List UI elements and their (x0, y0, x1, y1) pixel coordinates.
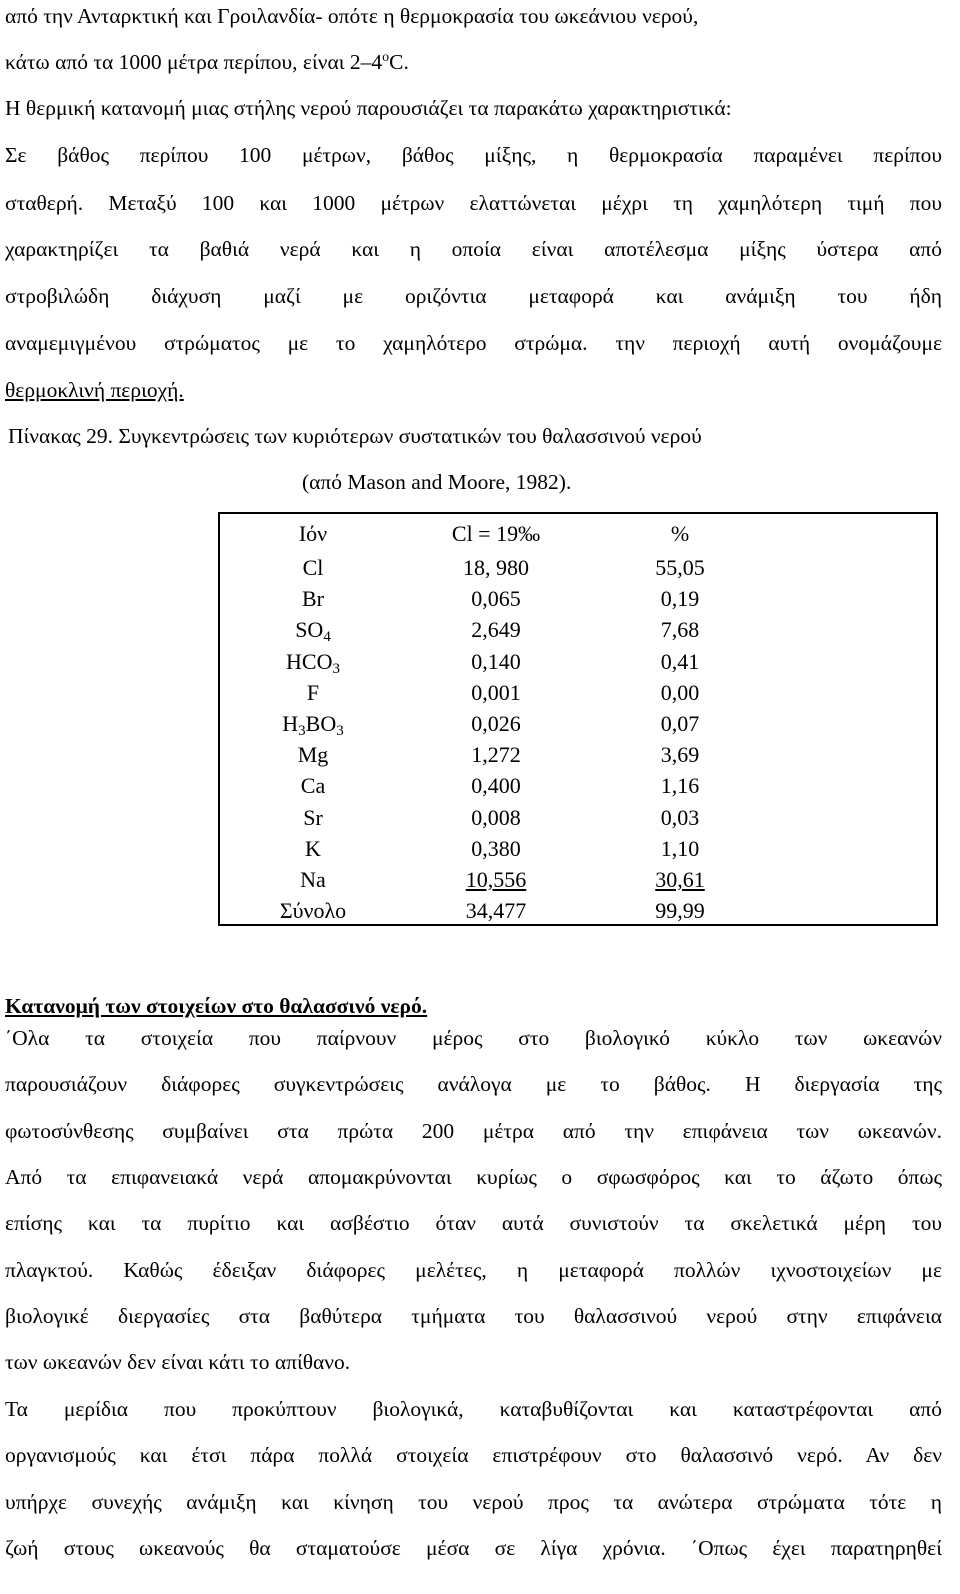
text-line: φωτοσύνθεσης συμβαίνει στα πρώτα 200 μέτρα από την επιφάνεια των ωκεανών. (5, 1119, 942, 1143)
table-cell-cl: 0,400 (471, 773, 521, 799)
text-line: Η θερμική κατανομή μιας στήλης νερού παρουσιάζει τα παρακάτω χαρακτηριστικά: (5, 96, 732, 120)
table-cell-percent: 30,61 (655, 867, 705, 892)
table-cell-cl: 0,026 (471, 711, 521, 736)
section-heading: Κατανομή των στοιχείων στο θαλασσινό νερό. (5, 994, 428, 1018)
text-line: αναμεμιγμένου στρώματος με το χαμηλότερο στρώμα. την περιοχή αυτή ονομάζουμε (5, 331, 942, 355)
text-line: επίσης και τα πυρίτιο και ασβέστιο όταν αυτά συνιστούν τα σκελετικά μέρη του (5, 1211, 942, 1235)
table-cell-percent: 99,99 (655, 898, 705, 924)
table-cell-ion: $H_3BO_3$ (282, 711, 344, 739)
table-cell-percent: 0,41 (660, 648, 700, 674)
table-cell-ion: $SO_4$ (295, 617, 331, 646)
table-cell-ion: F (306, 679, 320, 705)
table-cell-ion: K (305, 835, 321, 861)
text-line: παρουσιάζουν διάφορες συγκεντρώσεις ανάλογα με το βάθος. Η διεργασία της (5, 1072, 942, 1096)
text-line: σταθερή. Μεταξύ 100 και 1000 μέτρων ελαττώνεται μέχρι τη χαμηλότερη τιμή που (5, 191, 942, 215)
table-cell-ion: Na (300, 867, 326, 892)
text-line: χαρακτηρίζει τα βαθιά νερά και η οποία είναι αποτέλεσμα μίξης ύστερα από (5, 237, 942, 261)
table-cell-percent: 7,68 (660, 617, 700, 643)
table-caption-source: (από Mason and Moore, 1982). (302, 470, 572, 494)
table-cell-percent: 3,69 (660, 742, 700, 768)
table-cell-cl: 10,556 (465, 867, 527, 892)
text-line: των ωκεανών δεν είναι κάτι το απίθανο. (5, 1350, 351, 1374)
table-cell-percent: 0,07 (660, 711, 700, 736)
table-cell-ion: Br (302, 586, 324, 612)
table-caption: Πίνακας 29. Συγκεντρώσεις των κυριότερων συστατικών του θαλασσινού νερού (8, 424, 702, 448)
ion-concentration-table (218, 512, 938, 926)
table-cell-cl: 2,649 (471, 617, 521, 643)
table-cell-ion: Cl (302, 555, 324, 580)
table-cell-cl: 18, 980 (463, 555, 529, 580)
text-line: στροβιλώδη διάχυση μαζί με οριζόντια μεταφορά και ανάμιξη του ήδη (5, 284, 942, 308)
text-line: κάτω από τα 1000 μέτρα περίπου, είναι 2–4$^o$C. (5, 50, 409, 74)
text-line: Σε βάθος περίπου 100 μέτρων, βάθος μίξης, η θερμοκρασία παραμένει περίπου (5, 143, 942, 167)
table-cell-ion: Sr (303, 804, 323, 830)
text-line: θερμοκλινή περιοχή. (5, 378, 184, 402)
table-header-cell: Cl = 19‰ (451, 521, 541, 546)
text-line: ΄Ολα τα στοιχεία που παίρνουν μέρος στο βιολογικό κύκλο των ωκεανών (5, 1026, 942, 1050)
text-line: Από τα επιφανειακά νερά απομακρύνονται κυρίως ο σφωσφόρος και το άζωτο όπως (5, 1165, 942, 1189)
table-cell-ion: $HCO_3$ (286, 648, 340, 677)
table-cell-percent: 0,00 (660, 679, 700, 705)
text-line: Τα μερίδια που προκύπτουν βιολογικά, καταβυθίζονται και καταστρέφονται από (5, 1397, 942, 1421)
table-cell-cl: 34,477 (465, 898, 527, 924)
table-header-cell: Ιόν (298, 521, 328, 546)
table-cell-ion: Mg (297, 742, 329, 768)
table-cell-percent: 1,16 (660, 773, 700, 799)
table-cell-cl: 0,140 (471, 648, 521, 674)
table-cell-cl: 0,001 (471, 679, 521, 705)
table-cell-percent: 0,03 (660, 804, 700, 830)
text-line: υπήρχε συνεχής ανάμιξη και κίνηση του νερού προς τα ανώτερα στρώματα τότε η (5, 1490, 942, 1514)
table-cell-ion: Σύνολο (279, 898, 347, 924)
table-cell-percent: 55,05 (655, 555, 705, 580)
text-line: ζωή στους ωκεανούς θα σταματούσε μέσα σε λίγα χρόνια. ΄Οπως έχει παρατηρηθεί (5, 1536, 942, 1560)
table-cell-cl: 0,008 (471, 804, 521, 830)
table-cell-percent: 1,10 (660, 835, 700, 861)
table-cell-cl: 0,065 (471, 586, 521, 612)
text-line: βιολογικέ διεργασίες στα βαθύτερα τμήματα του θαλασσινού νερού στην επιφάνεια (5, 1304, 942, 1328)
text-line: από την Ανταρκτική και Γροιλανδία- οπότε η θερμοκρασία του ωκεάνιου νερού, (5, 4, 699, 28)
superscript: o (382, 50, 390, 65)
table-header-cell: % (670, 521, 690, 546)
text-line: οργανισμούς και έτσι πάρα πολλά στοιχεία επιστρέφουν στο θαλασσινό νερό. Αν δεν (5, 1443, 942, 1467)
table-cell-ion: Ca (300, 773, 326, 799)
table-cell-percent: 0,19 (660, 586, 700, 612)
table-cell-cl: 1,272 (471, 742, 521, 768)
table-cell-cl: 0,380 (471, 835, 521, 861)
text-line: πλαγκτού. Καθώς έδειξαν διάφορες μελέτες, η μεταφορά πολλών ιχνοστοιχείων με (5, 1258, 942, 1282)
